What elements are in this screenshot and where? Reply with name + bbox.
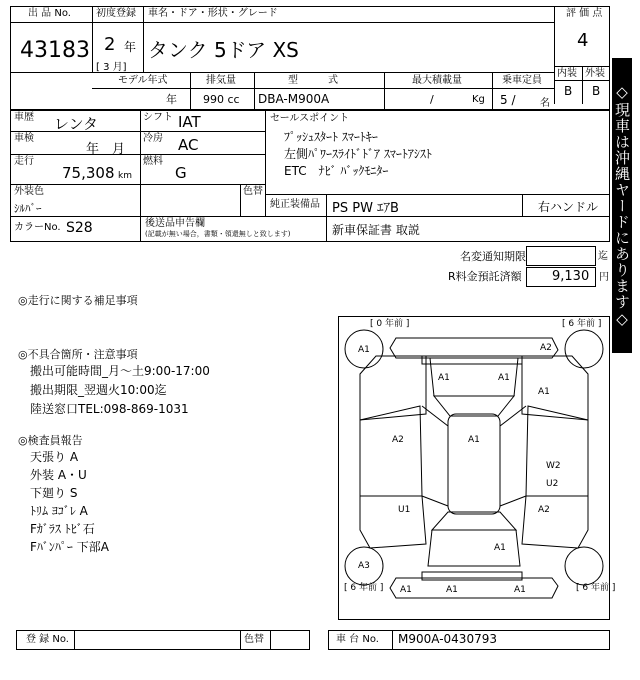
mark-front-bumper: A2 [540, 343, 552, 353]
rear-bumper [390, 578, 558, 598]
sales-point-2: 左側ﾊﾟﾜｰｽﾗｲﾄﾞﾄﾞｱ ｽﾏｰﾄｱｼｽﾄ [284, 147, 432, 161]
exterior-color-label: 外装色 [14, 186, 44, 197]
model-year-unit: 年 [166, 93, 177, 106]
front-grille [422, 356, 522, 364]
rear-plate [422, 572, 522, 580]
inspector-line-4: ﾄﾘﾑ ﾖｺﾞﾚ A [30, 504, 88, 518]
max-load-label: 最大積載量 [412, 75, 462, 86]
mark-front-left-fender: A1 [438, 373, 450, 383]
displacement-label: 排気量 [206, 75, 236, 86]
inspector-line-1: 天張り A [30, 450, 79, 464]
first-registration-label: 初度登録 [96, 8, 136, 19]
capacity: 5 / [500, 93, 516, 107]
model-year-label: モデル年式 [118, 75, 168, 86]
left-rear-side [360, 496, 426, 548]
mark-rear-bumper-left: A1 [400, 585, 412, 595]
reg-no-label: 登 録 No. [26, 634, 69, 645]
inspector-line-6: Fﾊﾞﾝﾊﾟｰ 下部A [30, 540, 109, 554]
score: 4 [577, 30, 589, 51]
mark-left-rear-u1: U1 [398, 505, 411, 515]
first-registration-year: 2 [104, 34, 116, 55]
color-change-label: 色替 [243, 186, 263, 197]
inspector-line-2: 外装 A・U [30, 468, 87, 482]
mark-rear-hatch: A1 [494, 543, 506, 553]
mileage-unit: km [118, 171, 132, 181]
type-label: 型 式 [288, 75, 338, 86]
equipment: PS PW ｴｱB [332, 201, 399, 216]
defect-line-3: 陸送窓口TEL:098-869-1031 [30, 402, 189, 416]
capacity-label: 乗車定員 [502, 75, 542, 86]
inspection: 年 月 [86, 142, 126, 157]
mark-front-right-panel: A1 [538, 387, 550, 397]
map-tag-bottom-left: [ 6 年前 ] [344, 583, 384, 593]
chassis-label: 車 台 No. [336, 634, 379, 645]
mark-rear-left-wheel: A3 [358, 561, 370, 571]
footer-color-change-label: 色替 [244, 634, 264, 645]
windshield [434, 396, 514, 416]
lot-no-label: 出 品 No. [28, 8, 71, 19]
mark-right-door-u2: U2 [546, 479, 559, 489]
ac-label: 冷房 [143, 133, 163, 144]
car-name: タンク 5ドア XS [148, 38, 299, 62]
after-parts-label: 後送品申告欄 [145, 218, 205, 229]
exterior-label: 外装 [585, 68, 605, 79]
sales-point-1: ﾌﾟｯｼｭｽﾀｰﾄ ｽﾏｰﾄｷｰ [284, 130, 378, 144]
inspector-title: ◎検査員報告 [18, 434, 83, 447]
exterior-score: B [592, 84, 601, 98]
exterior-color: ｼﾙﾊﾞｰ [14, 202, 42, 215]
front-bumper [390, 338, 558, 358]
history-label: 車歴 [14, 112, 34, 123]
equipment-label: 純正装備品 [270, 199, 320, 210]
name-change-suffix: 迄 [598, 251, 608, 262]
front-left-panel [360, 356, 426, 420]
displacement: 990 cc [203, 93, 240, 106]
inspector-line-5: Fｶﾞﾗｽ ﾄﾋﾞ石 [30, 522, 95, 536]
mileage: 75,308 [62, 164, 115, 182]
right-rear-side [522, 496, 588, 548]
type: DBA-M900A [258, 92, 330, 106]
mark-left-side: A2 [392, 435, 404, 445]
rear-hatch [428, 530, 520, 566]
name-change-box [526, 246, 596, 266]
defect-line-1: 搬出可能時間_月～土9:00-17:00 [30, 364, 210, 378]
inspector-line-3: 下廻り S [30, 486, 78, 500]
recycle-value: 9,130 [552, 269, 590, 284]
mark-roof: A1 [468, 435, 480, 445]
damage-map [338, 316, 616, 620]
mileage-label: 走行 [14, 156, 34, 167]
map-tag-top-left: [ 0 年前 ] [370, 319, 410, 329]
shift: IAT [178, 113, 201, 131]
supplement-title: ◎走行に関する補足事項 [18, 294, 138, 307]
recycle-label: R料金預託済額 [448, 270, 522, 283]
map-tag-top-right: [ 6 年前 ] [562, 319, 602, 329]
steering: 右ハンドル [538, 200, 599, 214]
sales-points-label: セールスポイント [270, 113, 350, 124]
shift-label: シフト [143, 112, 173, 123]
first-registration-year-unit: 年 [124, 40, 137, 54]
mark-rear-bumper-mid: A1 [446, 585, 458, 595]
color-no-label: カラーNo. [14, 222, 61, 233]
defect-line-2: 搬出期限_翌週火10:00迄 [30, 383, 167, 397]
mark-front-left-wheel: A1 [358, 345, 370, 355]
max-load-slash: / [430, 93, 434, 106]
mark-hood: A1 [498, 373, 510, 383]
wheel-rear-right [565, 547, 603, 585]
max-load-unit: Kg [472, 94, 485, 105]
roof [448, 414, 500, 514]
warranty: 新車保証書 取説 [332, 223, 420, 237]
interior-score: B [564, 84, 573, 98]
mark-right-rear-a2: A2 [538, 505, 550, 515]
history: レンタ [54, 115, 99, 133]
recycle-unit: 円 [599, 272, 609, 283]
wheel-front-right [565, 330, 603, 368]
lot-no: 43183 [20, 38, 90, 63]
map-frame [339, 317, 610, 620]
fuel: G [175, 164, 187, 182]
chassis-no: M900A-0430793 [398, 632, 497, 646]
ac: AC [178, 136, 199, 154]
first-registration-month: [ 3 月] [96, 62, 127, 73]
sales-point-3: ETC ﾅﾋﾞ ﾊﾞｯｸﾓﾆﾀｰ [284, 164, 389, 178]
inspection-label: 車検 [14, 133, 34, 144]
name-change-label: 名変通知期限 [460, 250, 526, 263]
defects-title: ◎不具合箇所・注意事項 [18, 348, 138, 361]
interior-label: 内装 [557, 68, 577, 79]
capacity-unit: 名 [540, 98, 550, 109]
map-tag-bottom-right: [ 6 年前 ] [576, 583, 616, 593]
color-no: S28 [66, 220, 93, 236]
score-label: 評 価 点 [566, 8, 603, 19]
front-right-panel [522, 356, 588, 420]
car-name-label: 車名・ドア・形状・グレード [148, 8, 278, 19]
mark-right-door-w2: W2 [546, 461, 561, 471]
rear-glass [432, 512, 516, 530]
location-banner: ◇現車は沖縄ヤードにあります◇ [612, 58, 632, 353]
fuel-label: 燃料 [143, 156, 163, 167]
after-parts-note: (記載が無い場合，書類・領還無しと致します) [145, 230, 291, 238]
mark-rear-bumper-right: A1 [514, 585, 526, 595]
